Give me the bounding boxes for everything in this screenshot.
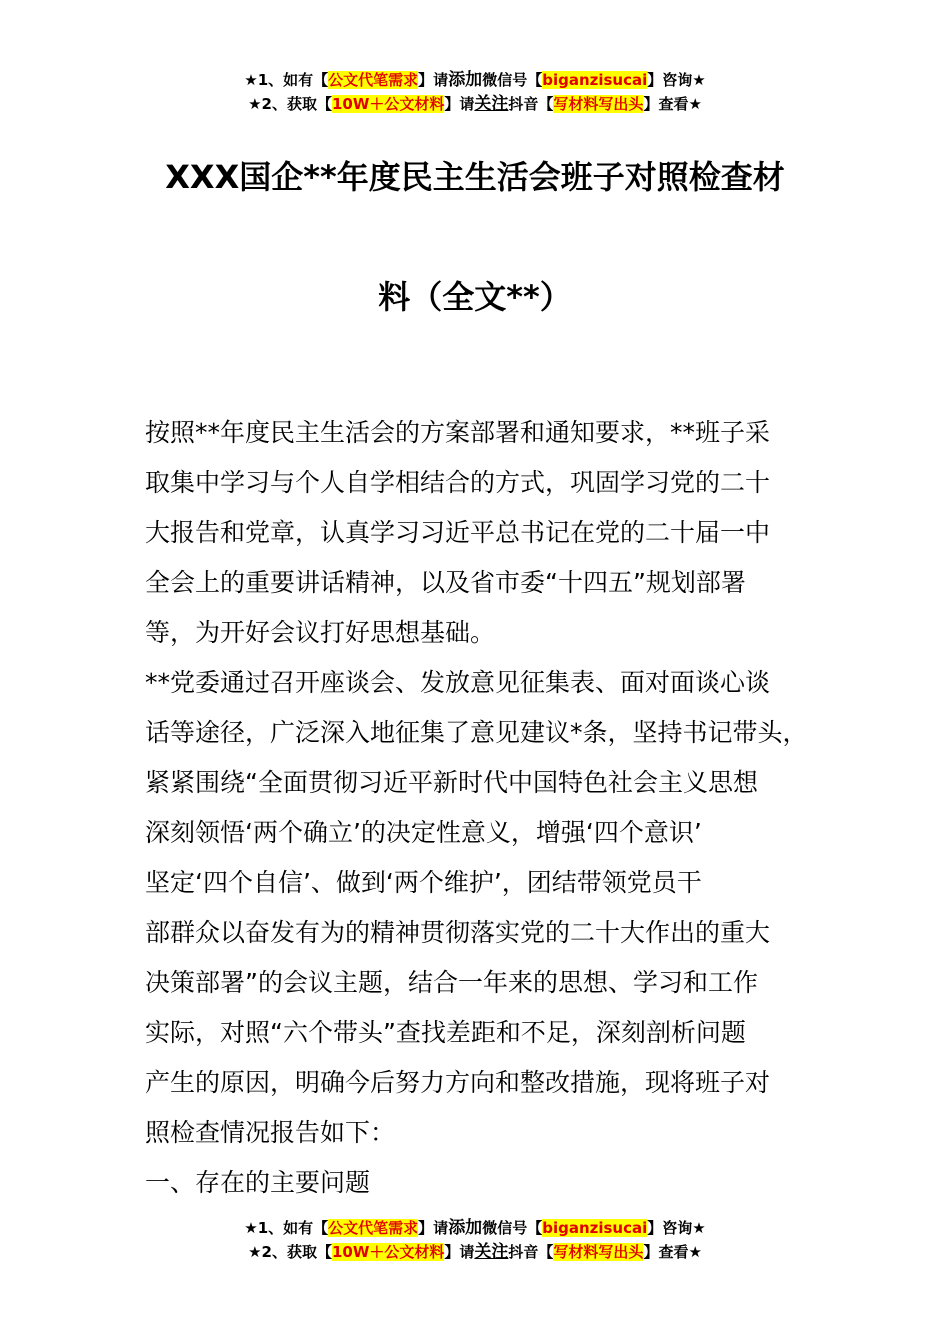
wechat-id-highlight: biganzisucai <box>542 1219 648 1237</box>
wechat-id-highlight: biganzisucai <box>542 71 648 89</box>
body-line: 大报告和党章，认真学习习近平总书记在党的二十届一中 <box>145 518 771 547</box>
promo-text: 微信号【 <box>482 71 543 89</box>
body-line: 话等途径，广泛深入地征集了意见建议*条，坚持书记带头， <box>145 718 808 747</box>
promo-text: 】请 <box>418 71 449 89</box>
promo-highlight: 10W＋公文材料 <box>331 1243 445 1261</box>
promo-text: 】查看 <box>643 1243 689 1261</box>
body-line: 按照**年度民主生活会的方案部署和通知要求，**班子采 <box>145 418 771 447</box>
promo-highlight: 公文代笔需求 <box>328 1219 419 1237</box>
promo-text: 抖音【 <box>508 1243 554 1261</box>
promo-text: 】请 <box>444 95 475 113</box>
body-line: 部群众以奋发有为的精神贯彻落实党的二十大作出的重大 <box>145 918 771 947</box>
body-line: 等，为开好会议打好思想基础。 <box>145 618 496 647</box>
section-heading: 一、存在的主要问题 <box>145 1168 371 1197</box>
promo-line-1 <box>0 1216 950 1240</box>
star-icon: ★ <box>688 95 702 113</box>
star-icon: ★ <box>244 71 258 89</box>
promo-text: 抖音【 <box>508 95 554 113</box>
body-line: 照检查情况报告如下： <box>145 1118 396 1147</box>
document-title-line-1: XXX国企**年度民主生活会班子对照检查材 <box>165 158 785 196</box>
promo-text: 】咨询 <box>647 71 693 89</box>
promo-highlight: 10W＋公文材料 <box>331 95 445 113</box>
promo-text: 1、如有【 <box>257 71 329 89</box>
douyin-id-highlight: 写材料写出头 <box>553 95 644 113</box>
promo-text: 微信号【 <box>482 1219 543 1237</box>
promo-text: 2、获取【 <box>261 95 332 113</box>
star-icon: ★ <box>692 71 706 89</box>
promo-emphasis: 添加 <box>448 70 483 90</box>
promo-line-1 <box>0 68 950 92</box>
body-line: 深刻领悟‘两个确立’的决定性意义，增强‘四个意识’ <box>145 818 702 847</box>
star-icon: ★ <box>248 1243 262 1261</box>
body-line: 产生的原因，明确今后努力方向和整改措施，现将班子对 <box>145 1068 771 1097</box>
star-icon: ★ <box>248 95 262 113</box>
document-body <box>145 408 845 1208</box>
body-line: 坚定‘四个自信’、做到‘两个维护’，团结带领党员干 <box>145 868 702 897</box>
promo-emphasis: 关注 <box>474 94 509 114</box>
promo-emphasis: 关注 <box>474 1242 509 1262</box>
promo-line-2 <box>0 92 950 116</box>
promo-text: 】请 <box>418 1219 449 1237</box>
douyin-id-highlight: 写材料写出头 <box>553 1243 644 1261</box>
promo-text: 】查看 <box>643 95 689 113</box>
promo-text: 】咨询 <box>647 1219 693 1237</box>
promo-text: 1、如有【 <box>257 1219 329 1237</box>
body-line: 全会上的重要讲话精神，以及省市委“十四五”规划部署 <box>145 568 746 597</box>
body-line: 实际，对照“六个带头”查找差距和不足，深刻剖析问题 <box>145 1018 746 1047</box>
promo-highlight: 公文代笔需求 <box>328 71 419 89</box>
body-line: 紧紧围绕“全面贯彻习近平新时代中国特色社会主义思想 <box>145 768 758 797</box>
promo-footer <box>0 1216 950 1264</box>
promo-emphasis: 添加 <box>448 1218 483 1238</box>
body-line: 决策部署”的会议主题，结合一年来的思想、学习和工作 <box>145 968 758 997</box>
promo-line-2 <box>0 1240 950 1264</box>
star-icon: ★ <box>692 1219 706 1237</box>
promo-header <box>0 68 950 116</box>
star-icon: ★ <box>688 1243 702 1261</box>
document-title-line-2: 料（全文**） <box>378 278 572 316</box>
star-icon: ★ <box>244 1219 258 1237</box>
body-line: **党委通过召开座谈会、发放意见征集表、面对面谈心谈 <box>145 668 771 697</box>
promo-text: 2、获取【 <box>261 1243 332 1261</box>
promo-text: 】请 <box>444 1243 475 1261</box>
body-line: 取集中学习与个人自学相结合的方式，巩固学习党的二十 <box>145 468 771 497</box>
